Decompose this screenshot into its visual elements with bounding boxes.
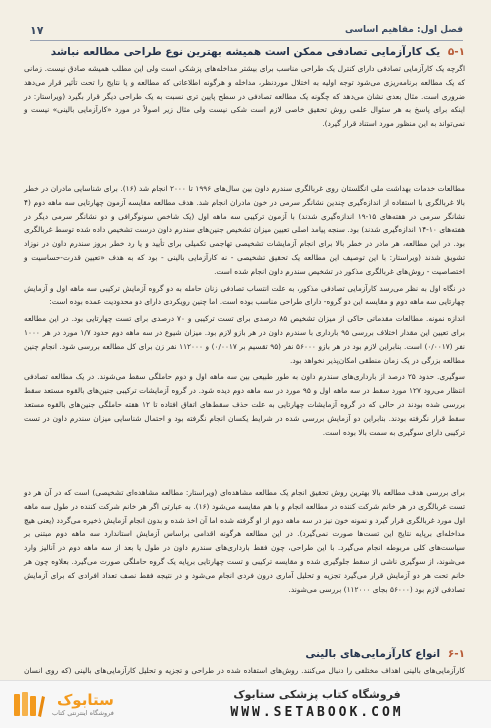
- section-heading-5: [28, 46, 465, 58]
- body-block-intro: [24, 62, 465, 180]
- section-title: انواع کارآزمایی‌های بالینی: [305, 648, 441, 660]
- logo-subtitle: فروشگاه اینترنتی کتاب: [52, 709, 114, 717]
- section-title: یک کارآزمایی تصادفی ممکن است همیشه بهترین نوع طراحی مطالعه نباشد: [50, 46, 441, 58]
- logo-name: ستابوک: [56, 691, 114, 709]
- paragraph: اندازه نمونه. مطالعات مقدماتی حاکی از میزان تشخیص ۸۵ درصدی برای تست ترکیبی و ۷۰ درصدی برای تست چهارتایی بود. در این مطالعه برای تعیین این مقدار اختلاف بررسی ۹۵ بارداری با سندرم داون در هر بازو لازم بود. میزان شیوع در سه ماهه دوم حدود ۱/۷ مورد در هر ۱۰۰۰ نفر (۰/۰۰۱۷) است. بنابراین لازم بود در هر بازو ۵۶۰۰۰ نفر (۹۵ تقسیم بر ۰/۰۰۱۷) و ۱۱۲۰۰۰ نفر زن برای کل مطالعه بررسی شود. انجام چنین مطالعه بزرگی در یک زمان منطقی امکان‌پذیر نخواهد بود.: [24, 314, 465, 365]
- paragraph: در نگاه اول به نظر می‌رسد کارآزمایی تصادفی مذکور، به علت انتساب تصادفی زنان حامله به دو گروه آزمایش ترکیبی سه ماهه اول و آزمایش چهارتایی سه ماهه دوم و مقایسه این دو گروه- دارای طراحی مناسب بوده است. اما چنین رویکردی دارای دو محدودیت عمده بوده است:: [24, 283, 465, 307]
- store-url-link[interactable]: WWW.SETABOOK.COM: [230, 705, 404, 720]
- body-block-main: [24, 182, 465, 480]
- paragraph: اگرچه یک کارآزمایی تصادفی دارای کنترل یک طراحی مناسب برای بیشتر مداخله‌های پزشکی است ولی این مطلب همیشه صادق نیست. زمانی که یک مطالعه برنامه‌ریزی می‌شود توجه اولیه به اختلال موردنظر، مداخله و هرگونه اطلاعاتی که مطالعه و یا نتایج را تحت تأثیر قرار می‌دهد ضروری است. مثال بعدی نشان می‌دهد که چگونه یک مطالعه تصادفی در سطح پایین تری نسبت به یک طراحی دیگر قرار بگیرد (ویراستار: در اینکه برای پاسخ به هر سئوال علمی روش تحقیق خاصی لازم است شکی نیست ولی مثال زیر اصولاً در مورد «کارآزمایی بالینی» نیست و نمی‌تواند به این منظور مورد استناد قرار گیرد).: [24, 64, 465, 129]
- section-heading-6: [28, 648, 465, 660]
- paragraph: کارآزمایی‌های بالینی اهداف مختلفی را دنبال می‌کنند. روش‌های استفاده شده در طراحی و تجزیه و تحلیل کارآزمایی‌های بالینی (که روی انسان: [24, 666, 465, 675]
- running-head: [30, 22, 463, 38]
- logo-text: [52, 692, 114, 718]
- header-divider: [30, 40, 463, 41]
- section-number: ۵-۱: [447, 46, 465, 58]
- paragraph: سوگیری. حدود ۲۵ درصد از بارداری‌های سندرم داون به طور طبیعی بین سه ماهه اول و دوم حاملگی سقط می‌شوند. در یک مطالعه تصادفی انتظار می‌رود ۱۲۷ مورد سقط در سه ماهه اول و ۹۵ مورد در سه ماهه دوم دیده شود. در گروه آزمایشات ترکیبی جنین‌های بالقوه مستعد سقط بررسی شده بودند در حالی که در گروه آزمایشات چهارتایی به علت حذف سقط‌های اتفاق افتاده تا ۱۲ هفته حاملگی جنین‌های بالقوه مستعد سقط قرار نگرفته بودند. بنابراین دو آزمایش بررسی شده در شرایط یکسان انجام نگرفته بود و احتمال شناسایی میزان سندرم داون در تست ترکیبی دارای سوگیری به سمت بالا بوده است.: [24, 372, 465, 437]
- section-number: ۶-۱: [447, 648, 465, 660]
- bookshop-logo-icon: [12, 690, 46, 720]
- chapter-title: فصل اول: مفاهیم اساسی: [345, 25, 463, 35]
- paragraph: برای بررسی هدف مطالعه بالا بهترین روش تحقیق انجام یک مطالعه مشاهده‌ای (ویراستار: مطالعه مشاهده‌ای تشخیصی) است که در آن هر دو تست غربالگری در هر خانم شرکت کننده در مطالعه انجام و با هم مقایسه می‌شود (۱۶). به عبارتی اگر هر خانم شرکت کننده در طول سه ماهه اول مورد غربالگری قرار گیرد و نمونه خون نیز در سه ماهه دوم از او گرفته شده اما آن اخذ شده و بدون انجام آزمایش ذخیره می‌گردد (یعنی هیچ مداخله‌ای برپایه نتایج این تست‌ها صورت نمی‌گیرد). در این مطالعه هرگونه اقدامی براساس آزمایش استاندارد سه ماهه دوم مبتنی بر سیاست‌های کلی مربوطه انجام می‌گیرد. با این طراحی، چون فقط بارداری‌های سندرم داون در طول یا بعد از سه ماهه دوم در آنالیز وارد می‌شوند، از سوگیری ناشی از سقط جلوگیری شده و مقایسه ترکیبی و تست چهارتایی برپایه یک گروه حاملگی صورت می‌گیرد. بعلاوه چون هر خانم تحت هر دو آزمایش قرار می‌گیرد تجزیه و تحلیل آماری درون فردی انجام می‌شود و در نتیجه فقط نصف تعداد افرادی که برای آزمایش تصادفی لازم بود (۵۶۰۰۰ بجای ۱۱۲۰۰۰) بررسی می‌شوند.: [24, 488, 466, 594]
- body-block-observational: [24, 486, 465, 646]
- store-footer-banner: [0, 680, 491, 728]
- page-number: ۱۷: [30, 23, 44, 37]
- paragraph: مطالعات خدمات بهداشت ملی انگلستان روی غربالگری سندرم داون بین سال‌های ۱۹۹۶ تا ۲۰۰۰ انجام شد (۱۶). برای شناسایی مادران در خطر بالا غربالگری با استفاده از اندازه‌گیری چندین نشانگر سرمی در خون مادران انجام شد. هدف مطالعه مقایسه آزمون چهارتایی سه ماهه دوم (۴ نشانگر سرمی در هفته‌های ۱۵-۱۹ اندازه‌گیری شدند) با آزمون ترکیبی سه ماهه اول (یک شاخص سونوگرافی و دو نشانگر سرمی دیگر در هفته‌های ۱۰-۱۴ اندازه‌گیری شدند) بود. سنجه پیامد اصلی تعیین میزان تشخیص جنین‌های سندرم داون درست تشخیص داده شده توسط غربالگری بود. در این مطالعه، هر مادر در خطر بالا برای انجام آزمایشات تشخیصی تهاجمی تکمیلی برای تأیید و یا رد خطر بروز سندرم داون در نوزاد تشویق شدند (ویراستار: با این توصیف این مطالعه یک تحقیق تشخیصی - نه کارآزمایی بالینی - بود که به هدف «تعیین قدرت-حساسیت و اختصاصیت - روش‌های غربالگری مذکور در تشخیص سندرم داون انجام شده است.: [24, 184, 465, 276]
- store-name: فروشگاه کتاب پزشکی ستابوک: [233, 688, 401, 701]
- body-block-types: [24, 664, 465, 680]
- store-logo[interactable]: [12, 687, 140, 723]
